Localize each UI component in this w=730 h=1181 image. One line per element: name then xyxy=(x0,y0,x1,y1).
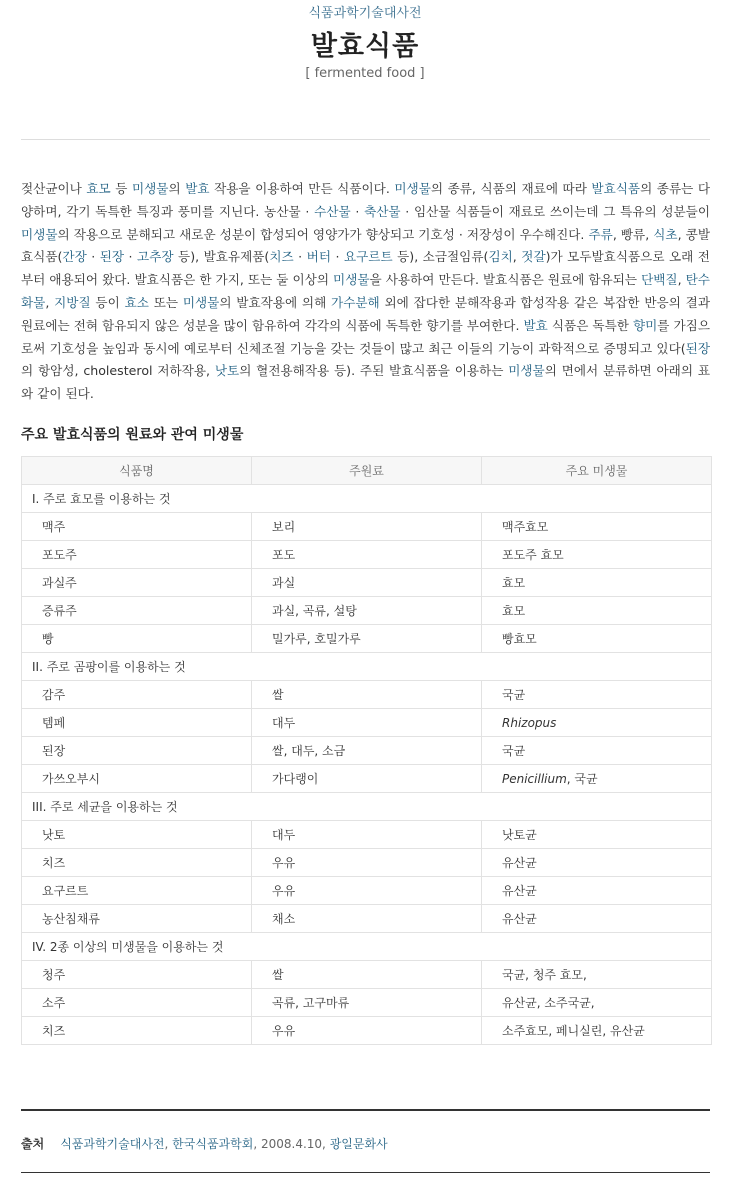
body-link[interactable]: 미생물 xyxy=(508,363,545,379)
cell-material: 채소 xyxy=(252,905,482,933)
body-link[interactable]: 된장 xyxy=(685,340,710,356)
cell-food: 증류주 xyxy=(22,597,252,625)
microbe-name: 국균, 청주 효모, xyxy=(502,968,587,982)
cell-material: 우유 xyxy=(252,877,482,905)
cell-material: 대두 xyxy=(252,821,482,849)
cell-food: 맥주 xyxy=(22,513,252,541)
table-group-row xyxy=(22,653,712,681)
body-text-segment: 식품은 독특한 xyxy=(547,317,633,333)
cell-material: 과실, 곡류, 설탕 xyxy=(252,597,482,625)
table-row xyxy=(22,681,712,709)
body-text-segment: 를 가짐으로써 기호성을 높임과 동시에 예로부터 신체조절 기능을 갖는 것들이 많고 최근 이들의 기능이 과학적으로 증명되고 있다( xyxy=(21,317,710,356)
body-text-segment: 또는 xyxy=(148,294,183,310)
body-link[interactable]: 축산물 xyxy=(364,203,401,219)
body-link[interactable]: 식초 xyxy=(653,226,678,242)
cell-material: 보리 xyxy=(252,513,482,541)
page-subtitle: [ fermented food ] xyxy=(305,66,425,81)
cell-food: 감주 xyxy=(22,681,252,709)
table-row xyxy=(22,765,712,793)
table-row xyxy=(22,625,712,653)
body-text-segment: 의 종류, 식품의 재료에 따라 xyxy=(430,181,592,196)
source-sep: , xyxy=(253,1137,261,1151)
body-text-segment: 의 발효작용에 의해 xyxy=(219,294,332,310)
cell-microbe xyxy=(482,737,712,765)
body-link[interactable]: 간장 xyxy=(62,249,87,265)
cell-food: 농산침채류 xyxy=(22,905,252,933)
cell-material: 곡류, 고구마류 xyxy=(252,989,482,1017)
group-label: I. 주로 효모를 이용하는 것 xyxy=(22,485,712,513)
source-divider-top xyxy=(21,1109,710,1111)
cell-microbe xyxy=(482,541,712,569)
body-text-segment: 등이 xyxy=(90,294,125,310)
body-link[interactable]: 지방질 xyxy=(54,294,91,310)
body-link[interactable]: 미생물 xyxy=(333,272,370,288)
table-row xyxy=(22,961,712,989)
table-row xyxy=(22,821,712,849)
microbe-suffix: , 국균 xyxy=(566,772,598,786)
table-group-row xyxy=(22,485,712,513)
body-text-segment: )가 모두발효식품으로 오래 전부터 애용되어 왔다. 발효식품은 한 가지, 또는 둘 이상의 xyxy=(21,249,710,288)
cell-food: 치즈 xyxy=(22,849,252,877)
microbe-name: 효모 xyxy=(502,576,526,590)
cell-material: 우유 xyxy=(252,849,482,877)
microbe-name: 유산균, 소주국균, xyxy=(502,996,595,1010)
table-row xyxy=(22,541,712,569)
group-label: III. 주로 세균을 이용하는 것 xyxy=(22,793,712,821)
table-row xyxy=(22,1017,712,1045)
cell-microbe xyxy=(482,597,712,625)
source-sep: , xyxy=(322,1137,330,1151)
group-label: IV. 2종 이상의 미생물을 이용하는 것 xyxy=(22,933,712,961)
body-text-segment: 등 xyxy=(110,181,132,196)
cell-material: 대두 xyxy=(252,709,482,737)
body-text-segment: 을 사용하여 만든다. 발효식품은 원료에 함유되는 xyxy=(369,272,642,288)
cell-material: 가다랭이 xyxy=(252,765,482,793)
cell-material: 쌀 xyxy=(252,961,482,989)
group-label: II. 주로 곰팡이를 이용하는 것 xyxy=(22,653,712,681)
microbe-name: 효모 xyxy=(502,604,526,618)
cell-food: 과실주 xyxy=(22,569,252,597)
body-text-segment: 의 종류는 다양하며, 각기 독특한 특징과 풍미를 지닌다. 농산물 · xyxy=(21,181,711,219)
cell-microbe xyxy=(482,877,712,905)
cell-food: 요구르트 xyxy=(22,877,252,905)
body-text-segment: · 임산물 식품들이 재료로 쓰이는데 그 특유의 성분들이 xyxy=(400,203,710,219)
cell-food: 낫토 xyxy=(22,821,252,849)
table-row xyxy=(22,905,712,933)
microbe-name: Penicillium xyxy=(502,772,567,786)
microbe-name: 유산균 xyxy=(502,912,537,926)
table-row xyxy=(22,513,712,541)
body-link[interactable]: 단백질 xyxy=(641,272,678,288)
source-label: 출처 xyxy=(21,1137,45,1151)
body-link[interactable]: 고추장 xyxy=(137,249,174,265)
cell-microbe xyxy=(482,1017,712,1045)
body-link[interactable]: 효모 xyxy=(86,181,111,196)
source-date: 2008.4.10 xyxy=(260,1137,323,1151)
body-text-segment: , 콩발효식품( xyxy=(21,226,710,265)
microbe-name: 유산균 xyxy=(502,884,537,898)
body-link[interactable]: 미생물 xyxy=(21,226,58,242)
header-food: 식품명 xyxy=(22,457,252,485)
microbe-name: 국균 xyxy=(502,744,526,758)
body-link[interactable]: 주류 xyxy=(588,226,613,242)
cell-food: 빵 xyxy=(22,625,252,653)
cell-material: 밀가루, 호밀가루 xyxy=(252,625,482,653)
header-material: 주원료 xyxy=(252,457,482,485)
body-link[interactable]: 낫토 xyxy=(214,363,240,379)
header-divider xyxy=(21,139,710,140)
body-text-segment: , xyxy=(512,249,522,265)
table-row xyxy=(22,569,712,597)
source-sep: , xyxy=(164,1137,173,1151)
body-text-segment: 외에 잡다한 분해작용과 합성작용 같은 복잡한 반응의 결과 원료에는 전혀 함유되지 않은 성분을 많이 함유하여 각각의 식품에 독특한 향기를 부여한다. xyxy=(21,294,710,333)
table-row xyxy=(22,989,712,1017)
body-link[interactable]: 김치 xyxy=(488,249,513,265)
source-org-link[interactable]: 한국식품과학회 xyxy=(172,1137,254,1151)
cell-food: 가쓰오부시 xyxy=(22,765,252,793)
microbe-name: 포도주 효모 xyxy=(502,548,564,562)
body-link[interactable]: 미생물 xyxy=(394,181,431,196)
table-group-row xyxy=(22,793,712,821)
header-microbe: 주요 미생물 xyxy=(482,457,712,485)
cell-food: 청주 xyxy=(22,961,252,989)
cell-food: 템페 xyxy=(22,709,252,737)
body-link[interactable]: 발효 xyxy=(523,317,548,333)
body-text-segment: , 빵류, xyxy=(612,226,654,242)
microbe-name: 낫토균 xyxy=(502,828,537,842)
microbe-name: 국균 xyxy=(502,688,526,702)
source-section xyxy=(21,1135,388,1152)
table-row xyxy=(22,877,712,905)
body-link[interactable]: 효소 xyxy=(124,294,149,310)
source-book-link[interactable]: 식품과학기술대사전 xyxy=(60,1137,165,1151)
cell-material: 우유 xyxy=(252,1017,482,1045)
table-group-row xyxy=(22,933,712,961)
body-link[interactable]: 발효 xyxy=(185,181,210,196)
microbe-name: 맥주효모 xyxy=(502,520,549,534)
table-row xyxy=(22,737,712,765)
dictionary-link[interactable]: 식품과학기술대사전 xyxy=(308,6,422,21)
body-text-segment: , xyxy=(45,294,55,310)
body-text-segment: 의 xyxy=(168,181,186,196)
body-link[interactable]: 젓갈 xyxy=(521,249,546,265)
microbe-name: 빵효모 xyxy=(502,632,537,646)
body-link[interactable]: 된장 xyxy=(99,249,125,265)
cell-microbe xyxy=(482,625,712,653)
body-text-segment: , xyxy=(677,272,686,288)
body-link[interactable]: 버터 xyxy=(306,249,331,265)
body-text-segment: · xyxy=(86,249,100,265)
body-link[interactable]: 요구르트 xyxy=(343,249,393,265)
body-link[interactable]: 가수분해 xyxy=(331,294,380,310)
body-link[interactable]: 탄수화물 xyxy=(21,272,710,310)
body-text-segment: 등), 발효유제품( xyxy=(173,249,270,265)
cell-food: 된장 xyxy=(22,737,252,765)
cell-microbe xyxy=(482,961,712,989)
body-text-segment: 등), 소금절임류( xyxy=(392,249,489,265)
microbe-name: Rhizopus xyxy=(502,715,557,730)
cell-microbe xyxy=(482,849,712,877)
body-link[interactable]: 치즈 xyxy=(269,249,294,265)
body-text-segment: 의 면에서 분류하면 아래의 표와 같이 된다. xyxy=(21,363,710,402)
body-text-segment: · xyxy=(124,249,138,265)
body-link[interactable]: 향미 xyxy=(632,317,658,333)
cell-material: 쌀 xyxy=(252,681,482,709)
body-text-segment: 젖산균이나 xyxy=(21,181,87,196)
source-divider-bottom xyxy=(21,1172,710,1173)
body-link[interactable]: 미생물 xyxy=(182,294,220,310)
cell-food: 치즈 xyxy=(22,1017,252,1045)
table-title: 주요 발효식품의 원료와 관여 미생물 xyxy=(21,427,244,443)
body-link[interactable]: 수산물 xyxy=(314,203,351,219)
body-text-segment: · xyxy=(331,249,344,265)
body-text-segment: · xyxy=(350,203,365,219)
article-body xyxy=(21,178,710,406)
cell-material: 포도 xyxy=(252,541,482,569)
source-press-link[interactable]: 광일문화사 xyxy=(329,1137,388,1151)
cell-microbe xyxy=(482,989,712,1017)
body-text-segment: 의 혈전용해작용 등). 주된 발효식품을 이용하는 xyxy=(239,363,509,379)
cell-material: 과실 xyxy=(252,569,482,597)
cell-microbe xyxy=(482,765,712,793)
body-text-segment: 의 항암성, cholesterol 저하작용, xyxy=(21,363,215,379)
cell-microbe xyxy=(482,709,712,737)
cell-microbe xyxy=(482,513,712,541)
table-row xyxy=(22,849,712,877)
body-link[interactable]: 미생물 xyxy=(131,181,169,196)
body-text-segment: 의 작용으로 분해되고 새로운 성분이 합성되어 영양가가 향상되고 기호성 · 저장성이 우수해진다. xyxy=(57,226,589,242)
table-body xyxy=(22,485,712,1045)
table-row xyxy=(22,709,712,737)
body-text-segment: 작용을 이용하여 만든 식품이다. xyxy=(209,181,395,196)
table-row xyxy=(22,597,712,625)
cell-microbe xyxy=(482,681,712,709)
fermented-food-table xyxy=(21,456,712,1045)
microbe-name: 소주효모, 페니실린, 유산균 xyxy=(502,1024,645,1038)
table-header-row xyxy=(22,457,712,485)
page-title: 발효식품 xyxy=(310,31,420,62)
cell-microbe xyxy=(482,569,712,597)
cell-material: 쌀, 대두, 소금 xyxy=(252,737,482,765)
microbe-name: 유산균 xyxy=(502,856,537,870)
cell-food: 포도주 xyxy=(22,541,252,569)
cell-food: 소주 xyxy=(22,989,252,1017)
body-link[interactable]: 발효식품 xyxy=(591,181,641,196)
cell-microbe xyxy=(482,821,712,849)
body-text-segment: · xyxy=(293,249,307,265)
cell-microbe xyxy=(482,905,712,933)
